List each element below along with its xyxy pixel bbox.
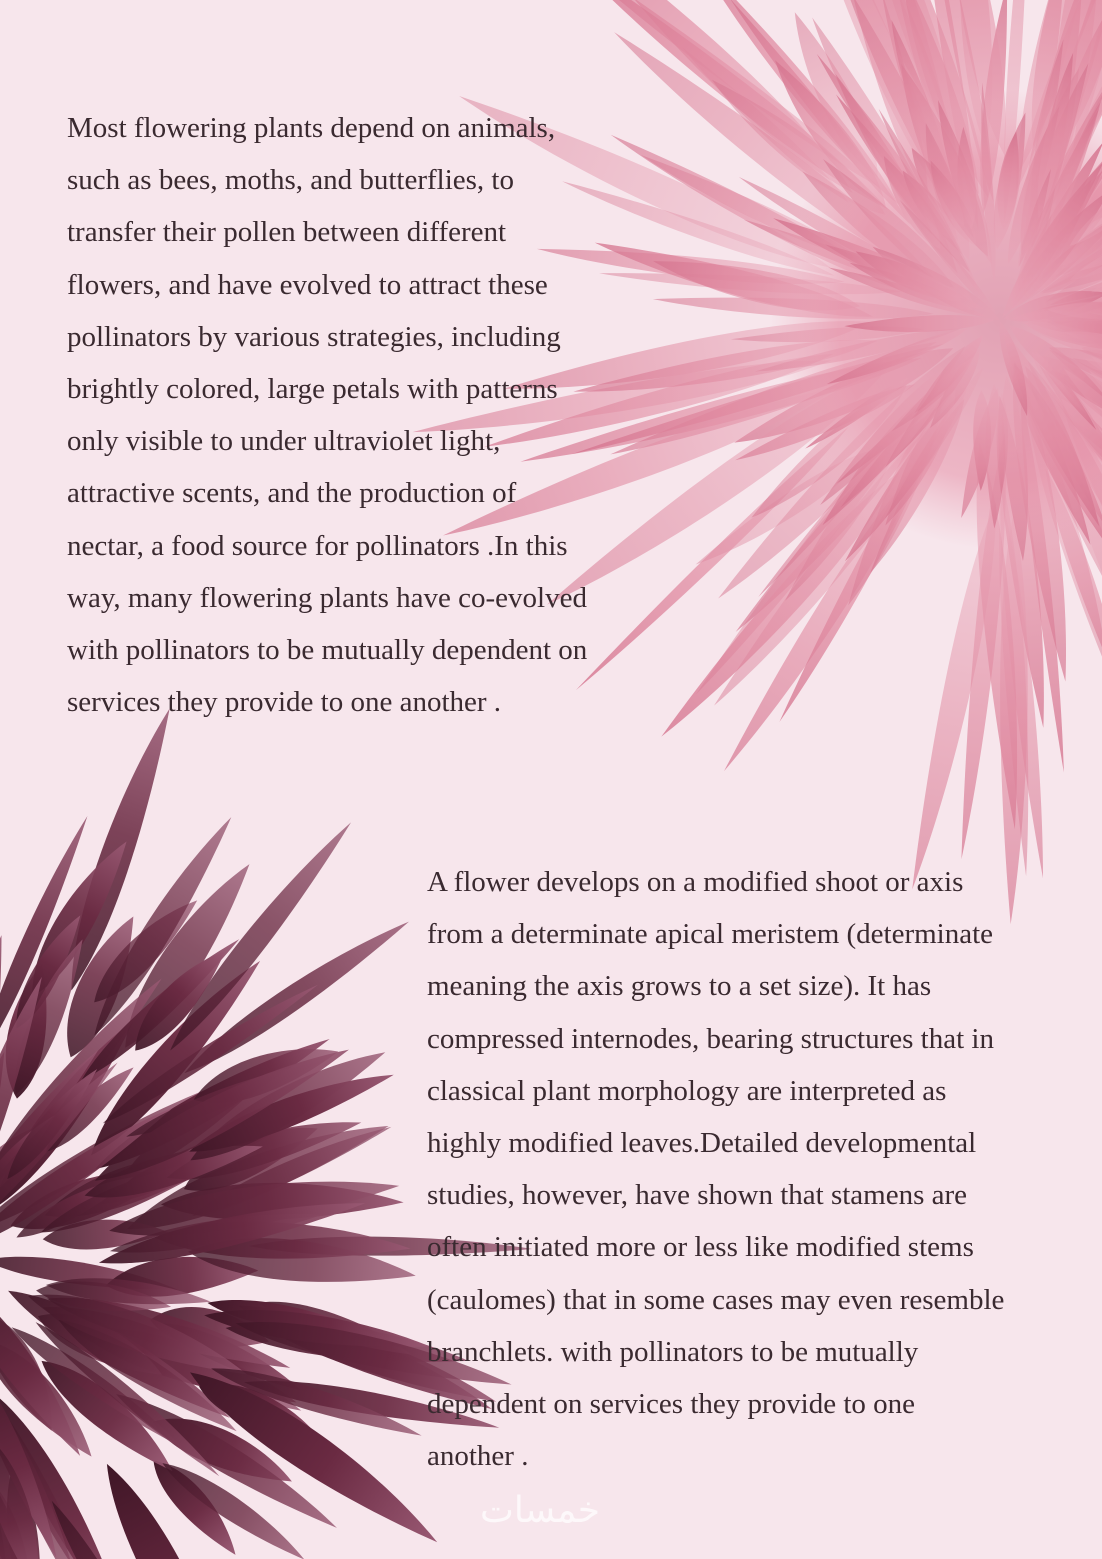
paragraph-line: only visible to under ultraviolet light, — [67, 425, 501, 458]
paragraph-line: from a determinate apical meristem (determinate — [427, 918, 994, 951]
paragraph-line: pollinators by various strategies, including — [67, 320, 561, 353]
paragraph-line: (caulomes) that in some cases may even resemble — [427, 1283, 1005, 1316]
paragraph-line: nectar, a food source for pollinators .In this — [67, 529, 568, 562]
paragraph-line: meaning the axis grows to a set size). It has — [427, 970, 932, 1003]
paragraph-line: A flower develops on a modified shoot or axis — [427, 866, 964, 898]
paragraph-line: services they provide to one another . — [67, 686, 502, 719]
paragraph-line: with pollinators to be mutually dependent on — [67, 634, 588, 667]
paragraph-line: classical plant morphology are interpreted as — [427, 1074, 947, 1107]
paragraph-line: transfer their pollen between different — [67, 216, 507, 249]
paragraph-line: highly modified leaves.Detailed developmental — [427, 1127, 977, 1160]
paragraph-line: branchlets. with pollinators to be mutually — [427, 1335, 919, 1368]
watermark-logo: خمسات — [480, 1490, 601, 1531]
paragraph-line: way, many flowering plants have co-evolved — [67, 581, 587, 614]
paragraph-line: attractive scents, and the production of — [67, 477, 517, 510]
paragraph-line: often initiated more or less like modified stems — [427, 1231, 974, 1264]
paragraph-flower-development — [427, 856, 1004, 1482]
paragraph-line: brightly colored, large petals with patterns — [67, 373, 558, 406]
paragraph-line: compressed internodes, bearing structures that in — [427, 1022, 994, 1055]
paragraph-pollination — [67, 102, 587, 728]
paragraph-line: flowers, and have evolved to attract these — [67, 268, 548, 301]
paragraph-line: studies, however, have shown that stamens are — [427, 1179, 968, 1212]
paragraph-line: another . — [427, 1440, 529, 1473]
paragraph-line: dependent on services they provide to one — [427, 1388, 916, 1421]
paragraph-line: such as bees, moths, and butterflies, to — [67, 164, 514, 197]
paragraph-line: Most flowering plants depend on animals, — [67, 112, 556, 144]
